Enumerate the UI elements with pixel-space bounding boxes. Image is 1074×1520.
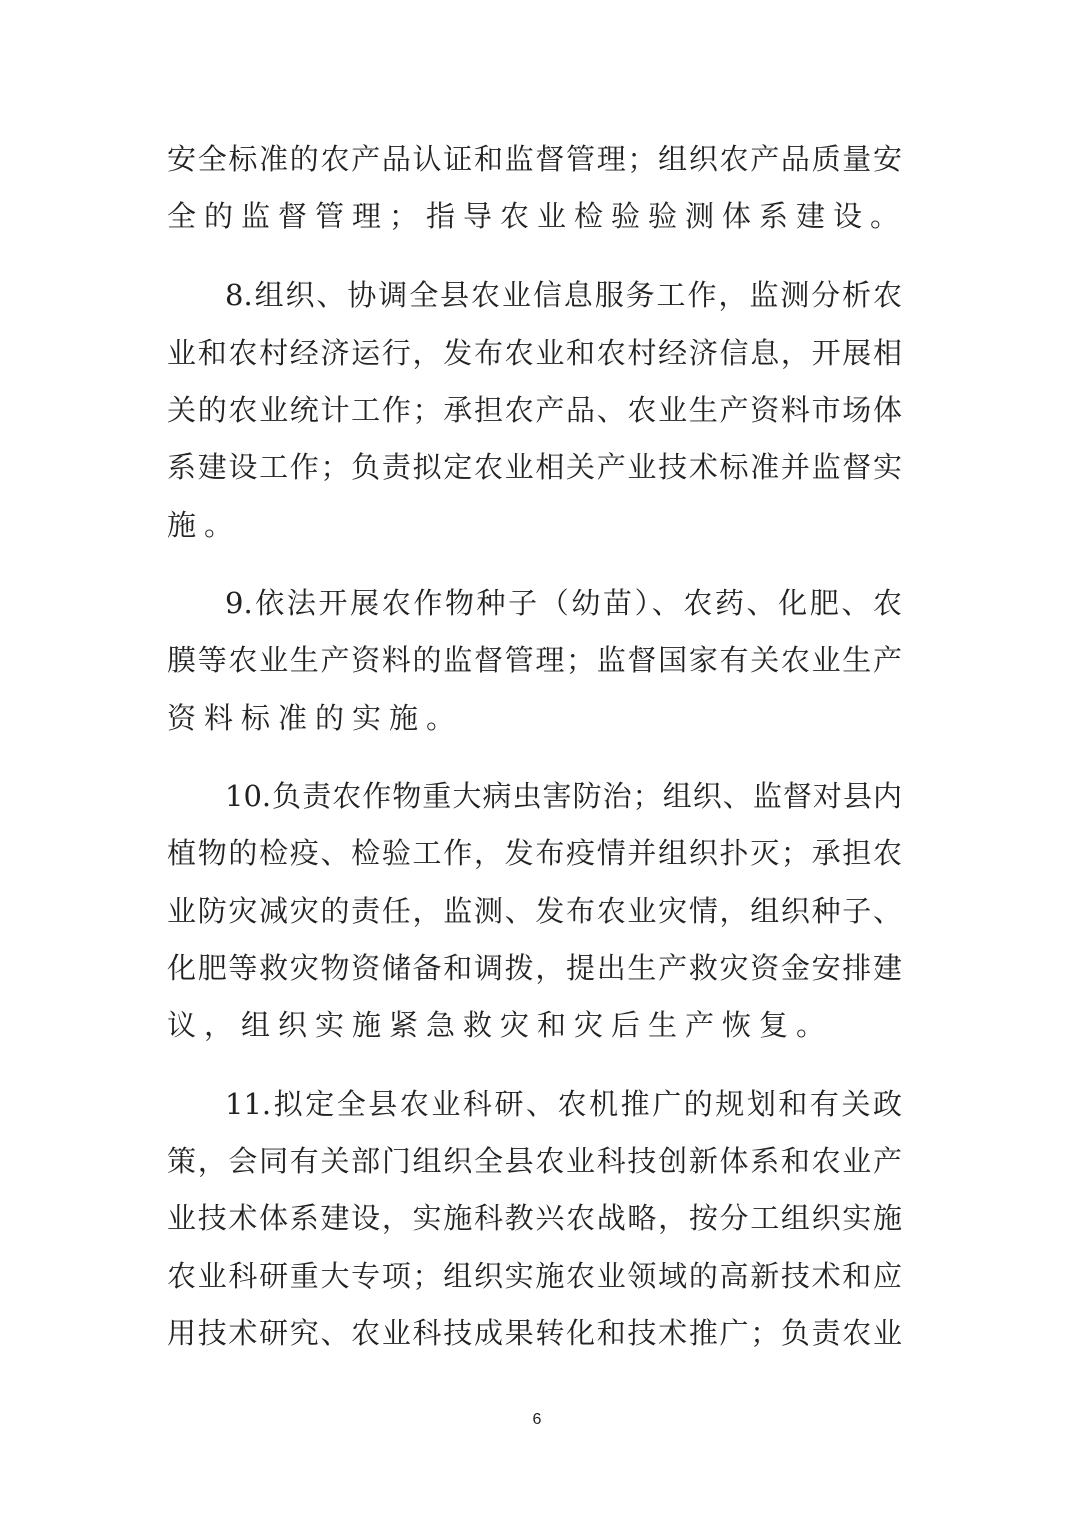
text-line: 资料标准的实施。 — [167, 701, 464, 735]
text-line: 化肥等救灾物资储备和调拨，提出生产救灾资金安排建 — [167, 951, 902, 985]
text-line: 农业科研重大专项；组织实施农业领域的高新技术和应 — [167, 1259, 902, 1293]
text-line: 安全标准的农产品认证和监督管理；组织农产品质量安 — [167, 142, 902, 176]
text-line: 系建设工作；负责拟定农业相关产业技术标准并监督实 — [167, 450, 902, 484]
text-line: 8.组织、协调全县农业信息服务工作，监测分析农 — [225, 278, 902, 312]
text-line: 用技术研究、农业科技成果转化和技术推广；负责农业 — [167, 1316, 902, 1350]
text-line: 策，会同有关部门组织全县农业科技创新体系和农业产 — [167, 1144, 902, 1178]
text-line: 业防灾减灾的责任，监测、发布农业灾情，组织种子、 — [167, 894, 902, 928]
text-line: 植物的检疫、检验工作，发布疫情并组织扑灭；承担农 — [167, 836, 902, 870]
text-line: 9.依法开展农作物种子（幼苗）、农药、化肥、农 — [225, 586, 902, 620]
text-line: 全的监督管理；指导农业检验验测体系建设。 — [167, 199, 908, 233]
text-line: 11.拟定全县农业科研、农机推广的规划和有关政 — [225, 1087, 902, 1121]
text-line: 膜等农业生产资料的监督管理；监督国家有关农业生产 — [167, 643, 902, 677]
text-line: 10.负责农作物重大病虫害防治；组织、监督对县内 — [225, 779, 902, 813]
text-line: 业技术体系建设，实施科教兴农战略，按分工组织实施 — [167, 1201, 902, 1235]
page-number: 6 — [532, 1411, 542, 1428]
text-line: 议，组织实施紧急救灾和灾后生产恢复。 — [167, 1008, 834, 1042]
text-line: 关的农业统计工作；承担农产品、农业生产资料市场体 — [167, 393, 902, 427]
text-line: 施。 — [167, 508, 242, 542]
text-line: 业和农村经济运行，发布农业和农村经济信息，开展相 — [167, 336, 902, 370]
